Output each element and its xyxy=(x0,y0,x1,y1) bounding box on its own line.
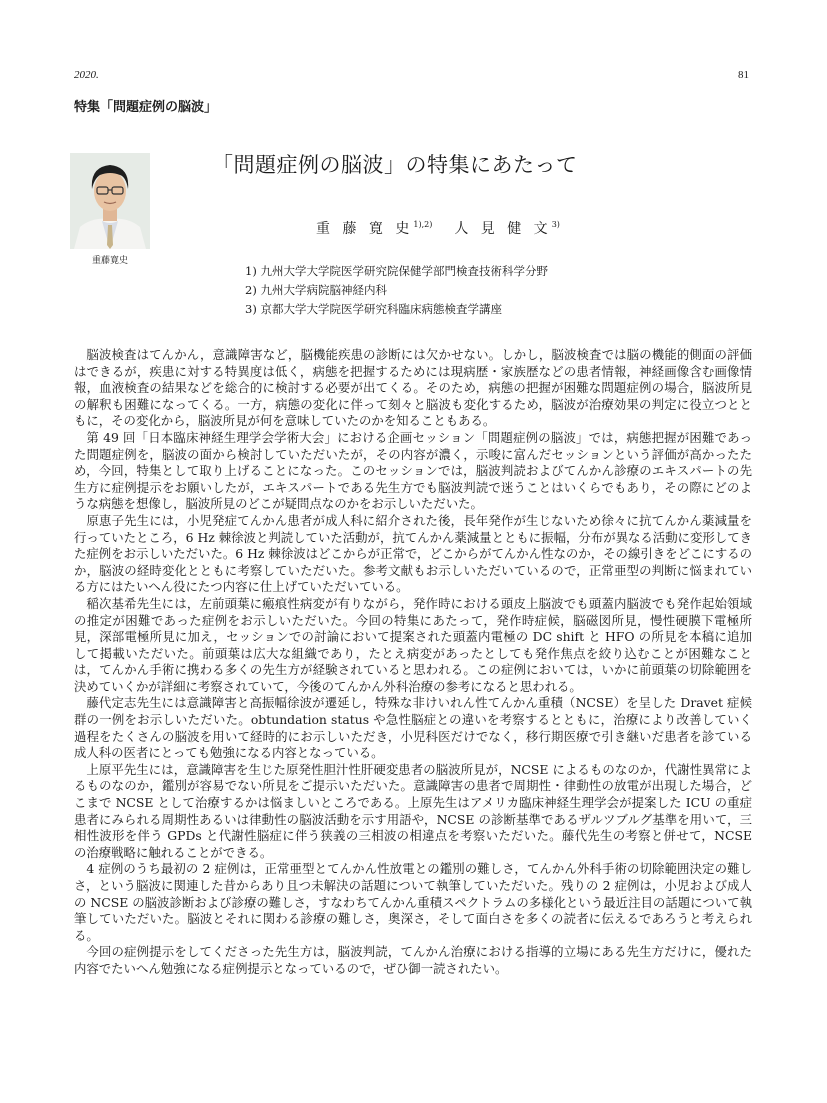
author-list xyxy=(316,218,560,238)
body-paragraph: 稲次基希先生には，左前頭葉に瘢痕性病変が有りながら，発作時における頭皮上脳波でも頭蓋内脳波でも発作起始領域の推定が困難であった症例をお示しいただいた。今回の特集にあたって，発作時症候，脳磁図所見，慢性硬膜下電極所見，深部電極所見に加え，セッションでの討論において提案された頭蓋内電極の DC shift と HFO の所見を本稿に追加して掲載いただいた。前頭葉は広大な組織であり，たとえ病変があったとしても発作焦点を絞り込むことが困難なことは，てんかん手術に携わる多くの先生方が経験されていると思われる。この症例においては，いかに前頭葉の切除範囲を決めていくかが詳細に考察されていて，今後のてんかん外科治療の参考になると思われる。 xyxy=(74,595,752,694)
body-paragraph: 第 49 回「日本臨床神経生理学会学術大会」における企画セッション「問題症例の脳波」では，病態把握が困難であった問題症例を，脳波の面から検討していただいたが，その内容が濃く，示唆に富んだセッションという評価が高かったため，今回，特集として取り上げることになった。このセッションでは，脳波判読およびてんかん診療のエキスパートの先生方に症例提示をお願いしたが，エキスパートである先生方でも脳波判読で迷うことはいくらでもあり，その際にどのような病態を想像し，脳波所見のどこが疑問点なのかをお示しいただいた。 xyxy=(74,429,752,512)
body-paragraph: 4 症例のうち最初の 2 症例は，正常亜型とてんかん性放電との鑑別の難しさ，てんかん外科手術の切除範囲決定の難しさ，という脳波に関連した昔からあり且つ未解決の話題について執筆していただいた。残りの 2 症例は，小児および成人の NCSE の脳波診断および診療の難しさ，すなわちてんかん重積スペクトラムの多様化という最近注目の話題について執筆していただいた。脳波とそれに関わる診療の難しさ，奥深さ，そして面白さを多くの読者に伝えるであろうと考えられる。 xyxy=(74,861,752,943)
body-paragraph: 上原平先生には，意識障害を生じた原発性胆汁性肝硬変患者の脳波所見が，NCSE によるものなのか，代謝性異常によるものなのか，鑑別が容易でない所見をご提示いただいた。意識障害の患者で周期性・律動性の放電が出現した場合，どこまで NCSE として治療するかは悩ましいところである。上原先生はアメリカ臨床神経生理学会が提案した ICU の重症患者にみられる周期性あるいは律動性の脳波活動を示す用語や，NCSE の診断基準であるザルツブルグ基準を用いて，三相性波形を伴う GPDs と代謝性脳症に伴う狭義の三相波の相違点を考察いただいた。藤代先生の考察と併せて，NCSE の治療戦略に触れることができる。 xyxy=(74,761,752,860)
body-paragraph: 原恵子先生には，小児発症てんかん患者が成人科に紹介された後，長年発作が生じないため徐々に抗てんかん薬減量を行っていたところ，6 Hz 棘徐波と判読していた活動が，抗てんかん薬減量とともに振幅，分布が異なる活動に変形してきた症例をお示しいただいた。6 Hz 棘徐波はどこからが正常で，どこからがてんかん性なのか，その線引きをどこにするのか，脳波の経時変化とともに考察していただいた。参考文献もお示しいただいているので，正常亜型の判断に悩まれている方にはたいへん役にたつ内容に仕上げていただいている。 xyxy=(74,512,752,595)
author-affiliation-mark: 3) xyxy=(551,220,560,229)
journal-year: 2020. xyxy=(74,69,99,81)
photo-caption: 重藤寛史 xyxy=(91,256,128,266)
body-paragraph: 脳波検査はてんかん，意識障害など，脳機能疾患の診断には欠かせない。しかし，脳波検査では脳の機能的側面の評価はできるが，疾患に対する特異度は低く，病態を把握するためには現病歴・家族歴などの患者情報，神経画像含む画像情報，血液検査の結果などを総合的に検討する必要が出てくる。そのため，病態の把握が困難な問題症例の場合，脳波所見の解釈も困難になってくる。一方，病態の変化に伴って刻々と脳波も変化するため，脳波が治療効果の判定に役立つとともに，その変化から，脳波所見が何を意味していたのかを知ることもある。 xyxy=(74,347,752,429)
body-paragraph: 藤代定志先生には意識障害と高振幅徐波が遷延し，特殊な非けいれん性てんかん重積（NCSE）を呈した Dravet 症候群の一例をお示しいただいた。obtundation status や急性脳症との違いを考察するとともに，治療により改善していく過程をたくさんの脳波を用いて経時的にお示しいただき，小児科医だけでなく，移行期医療で引き継いだ患者を診ている成人科の医者にとっても勉強になる内容となっている。 xyxy=(74,695,752,761)
affiliation-item: 3) 京都大学大学院医学研究科臨床病態検査学講座 xyxy=(245,302,502,316)
author-photo xyxy=(70,153,150,249)
body-paragraph: 今回の症例提示をしてくださった先生方は，脳波判読，てんかん治療における指導的立場にある先生方だけに，優れた内容でたいへん勉強になる症例提示となっているので，ぜひ御一読されたい。 xyxy=(74,944,752,976)
affiliation-list xyxy=(245,262,548,319)
affiliation-item: 1) 九州大学大学院医学研究院保健学部門検査技術科学分野 xyxy=(245,264,548,278)
author-name: 人 見 健 文 xyxy=(454,221,552,237)
section-label: 特集「問題症例の脳波」 xyxy=(74,100,218,115)
affiliation-item: 2) 九州大学病院脳神経内科 xyxy=(245,283,387,297)
article-body xyxy=(74,347,752,978)
article-title: 「問題症例の脳波」の特集にあたって xyxy=(212,153,578,177)
author-name: 重 藤 寛 史 xyxy=(316,221,414,237)
author-affiliation-mark: 1),2) xyxy=(413,220,433,229)
page-number: 81 xyxy=(738,69,749,81)
